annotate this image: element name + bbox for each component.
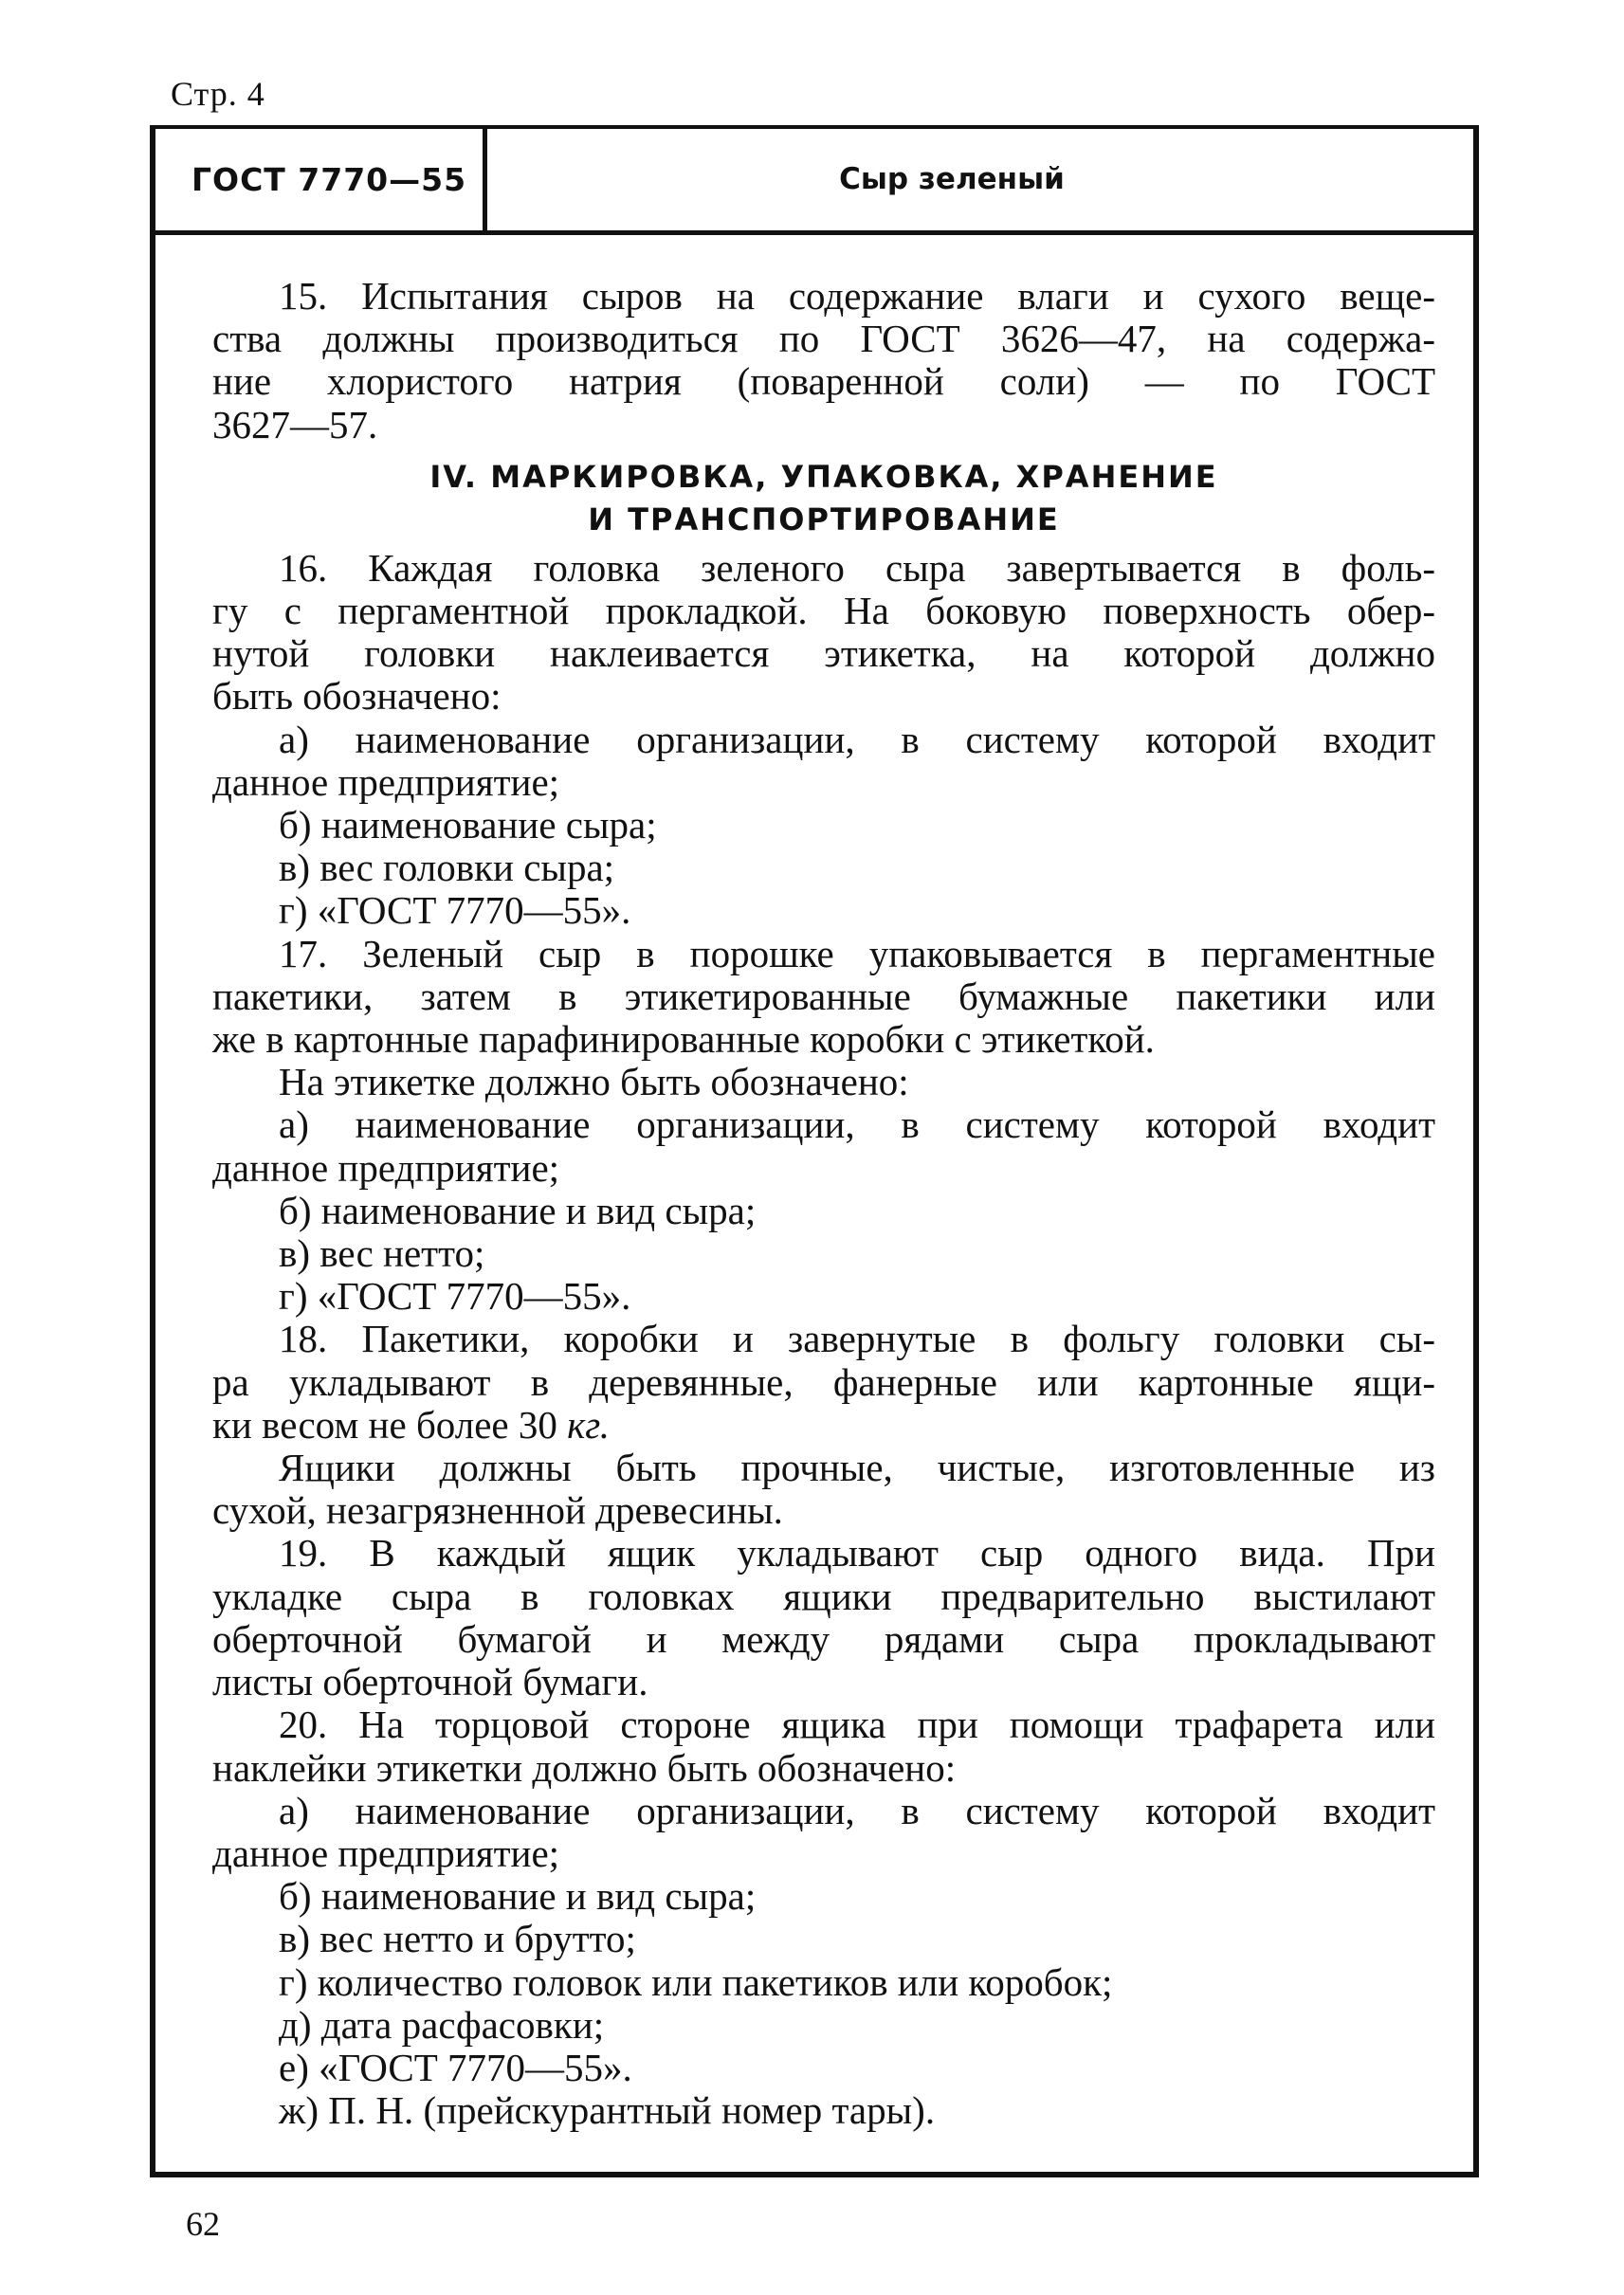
- page-label: Стр. 4: [171, 75, 265, 113]
- p18-line-text: ки весом не более 30: [212, 1402, 557, 1447]
- p15-line: 15. Испытания сыров на содержание влаги и сухого веще-: [279, 274, 1435, 318]
- list-item: данное предприятие;: [212, 1831, 560, 1875]
- p18-line: [212, 1404, 1435, 1447]
- standard-code: ГОСТ 7770—55: [155, 129, 487, 230]
- list-item: г) количество головок или пакетиков или коробок;: [279, 1959, 1113, 2004]
- p17-line: 17. Зеленый сыр в порошке упаковывается в пергаментные: [279, 931, 1435, 975]
- list-item: а) наименование организации, в систему которой входит: [279, 717, 1435, 761]
- p19-line: укладке сыра в головках ящики предварительно выстилают: [212, 1574, 1435, 1618]
- p18b-line: сухой, незагрязненной древесины.: [212, 1488, 783, 1533]
- p15-line: ства должны производиться по ГОСТ 3626—47, на содержа-: [212, 317, 1435, 361]
- p16-line: гу с пергаментной прокладкой. На боковую поверхность обер-: [212, 589, 1435, 633]
- list-item: в) вес нетто;: [279, 1231, 485, 1276]
- standard-title: Сыр зеленый: [839, 162, 1065, 196]
- list-item: а) наименование организации, в систему которой входит: [279, 1788, 1435, 1832]
- list-item: в) вес нетто и брутто;: [279, 1917, 636, 1961]
- list-item: в) вес головки сыра;: [279, 846, 615, 890]
- p17-line: же в картонные парафинированные коробки с этикеткой.: [212, 1017, 1155, 1062]
- standard-header: [155, 129, 1473, 235]
- p18-line: ра укладывают в деревянные, фанерные или картонные ящи-: [212, 1359, 1435, 1404]
- p15-line: ние хлористого натрия (поваренной соли) — по ГОСТ: [212, 359, 1435, 404]
- p19-line: оберточной бумагой и между рядами сыра прокладывают: [212, 1616, 1435, 1661]
- list-item: а) наименование организации, в систему которой входит: [279, 1102, 1435, 1147]
- weight-unit: кг.: [567, 1402, 611, 1447]
- p20-line: наклейки этикетки должно быть обозначено:: [212, 1745, 957, 1790]
- section-heading-line: IV. МАРКИРОВКА, УПАКОВКА, ХРАНЕНИЕ: [429, 458, 1218, 495]
- p20-line: 20. На торцовой стороне ящика при помощи трафарета или: [279, 1703, 1435, 1747]
- p19-line: листы оберточной бумаги.: [212, 1660, 648, 1704]
- list-item: г) «ГОСТ 7770—55».: [279, 1274, 631, 1319]
- p17-line: На этикетке должно быть обозначено:: [279, 1060, 909, 1104]
- list-item: д) дата расфасовки;: [279, 2002, 605, 2047]
- p16-line: 16. Каждая головка зеленого сыра завертывается в фоль-: [279, 545, 1435, 590]
- list-item: данное предприятие;: [212, 1145, 560, 1190]
- p16-line: нутой головки наклеивается этикетка, на которой должно: [212, 631, 1435, 676]
- p19-line: 19. В каждый ящик укладывают сыр одного вида. При: [279, 1531, 1435, 1576]
- document-frame: [150, 125, 1479, 2177]
- list-item: б) наименование сыра;: [279, 803, 657, 847]
- list-item: е) «ГОСТ 7770—55».: [279, 2045, 632, 2089]
- list-item: г) «ГОСТ 7770—55».: [279, 888, 631, 933]
- list-item: данное предприятие;: [212, 759, 560, 804]
- page-number: 62: [186, 2205, 220, 2243]
- list-item: б) наименование и вид сыра;: [279, 1874, 757, 1919]
- p17-line: пакетики, затем в этикетированные бумажные пакетики или: [212, 974, 1435, 1018]
- p15-line: 3627—57.: [212, 402, 378, 446]
- section-heading: [212, 456, 1435, 541]
- list-item: ж) П. Н. (прейскурантный номер тары).: [279, 2088, 936, 2133]
- p16-line: быть обозначено:: [212, 674, 502, 719]
- p18b-line: Ящики должны быть прочные, чистые, изготовленные из: [279, 1446, 1435, 1490]
- p18-line: 18. Пакетики, коробки и завернутые в фольгу головки сы-: [279, 1317, 1435, 1361]
- list-item: б) наименование и вид сыра;: [279, 1188, 757, 1232]
- document-body: [212, 275, 1435, 2132]
- section-heading-line: И ТРАНСПОРТИРОВАНИЕ: [588, 501, 1060, 537]
